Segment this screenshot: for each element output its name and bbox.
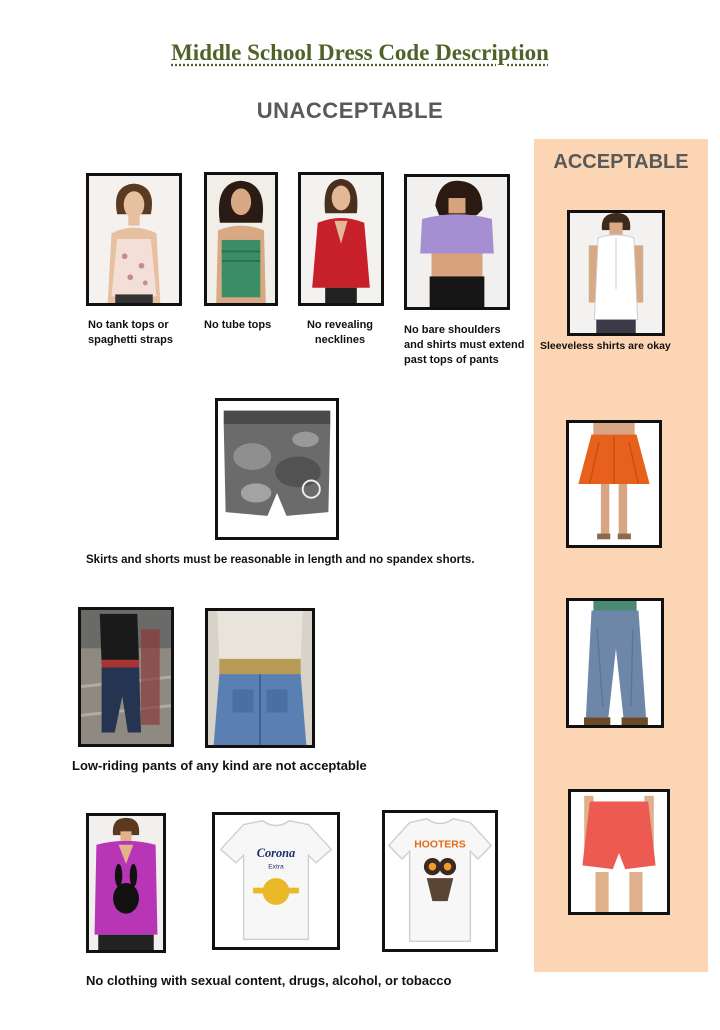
corona-logo-text: Corona — [256, 846, 296, 861]
playboy-shirt-photo — [86, 813, 166, 953]
bare-shoulders-caption: No bare shoulders and shirts must extend past tops of pants — [404, 324, 525, 366]
acceptable-heading: ACCEPTABLE — [553, 151, 689, 173]
corona-shirt-photo — [212, 812, 340, 950]
neckline-caption: No revealing necklines — [306, 319, 374, 346]
crop-top-photo — [404, 174, 510, 310]
revealing-neckline-photo — [298, 172, 384, 306]
tank-top-photo — [86, 173, 182, 306]
hooters-shirt-photo — [382, 810, 498, 952]
tube-top-caption: No tube tops — [204, 319, 272, 331]
pants-caption: Low-riding pants of any kind are not acceptable — [72, 758, 367, 773]
sleeveless-shirt-photo — [567, 210, 665, 336]
unacceptable-heading: UNACCEPTABLE — [256, 98, 444, 123]
low-riding-pants-photo-1 — [78, 607, 174, 747]
hooters-logo-text: HOOTERS — [414, 839, 466, 851]
sleeveless-caption: Sleeveless shirts are okay — [540, 340, 671, 352]
tube-top-photo — [204, 172, 278, 306]
corona-extra-text: Extra — [268, 863, 284, 871]
skirt-photo — [566, 420, 662, 548]
low-riding-pants-photo-2 — [205, 608, 315, 748]
offensive-clothing-caption: No clothing with sexual content, drugs, alcohol, or tobacco — [86, 973, 452, 988]
jeans-photo — [566, 598, 664, 728]
page-title: Middle School Dress Code Description — [171, 40, 549, 65]
spandex-shorts-photo — [215, 398, 339, 540]
tank-top-caption: No tank tops or spaghetti straps — [88, 319, 173, 346]
athletic-shorts-photo — [568, 789, 670, 915]
shorts-caption: Skirts and shorts must be reasonable in length and no spandex shorts. — [86, 554, 475, 566]
